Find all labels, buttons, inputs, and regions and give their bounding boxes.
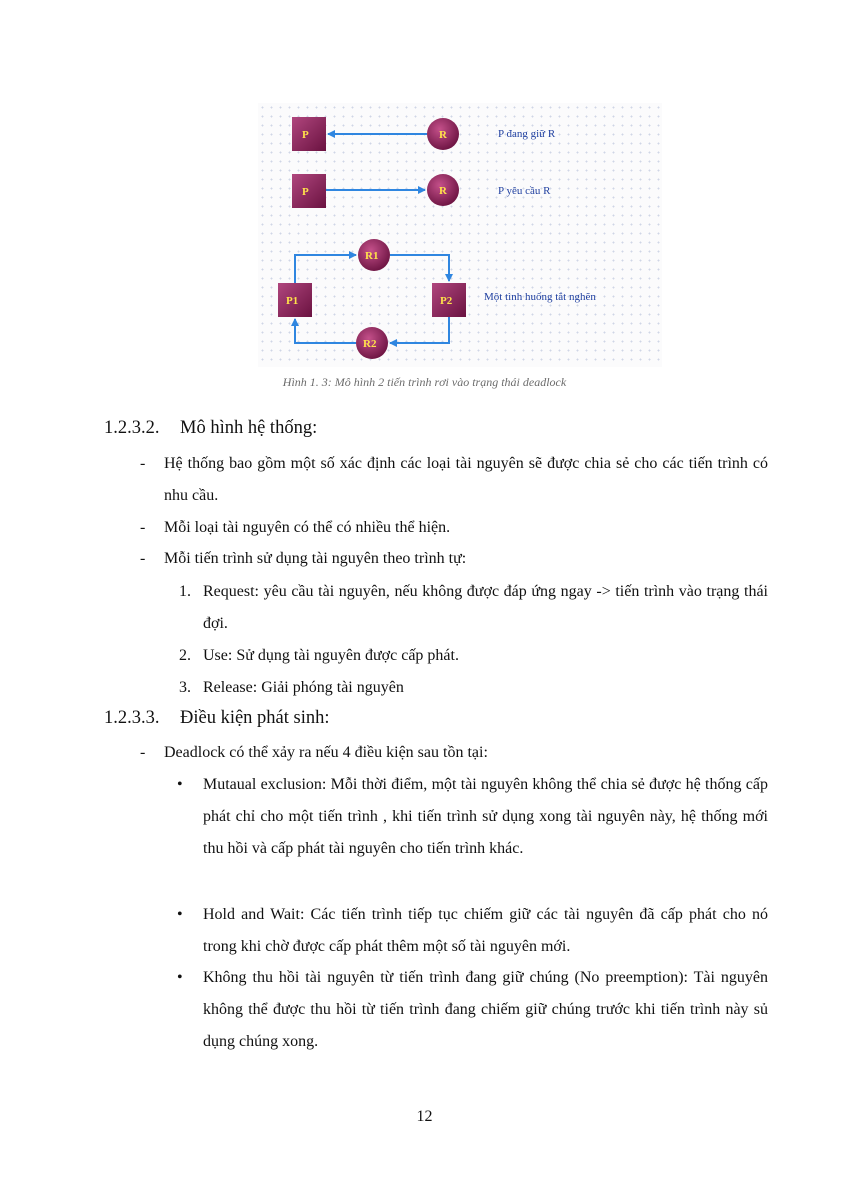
section-number: 1.2.3.2.	[104, 418, 160, 438]
step-number: 1.	[179, 583, 191, 600]
requesting-label: P yêu cầu R	[498, 185, 551, 197]
condition-item: Mutaual exclusion: Mỗi thời điểm, một tài nguyên không thể chia sẻ được hệ thống cấp phát chỉ cho một tiến trình , khi tiến trình sử dụng xong tài nguyên này, hệ thống mới thu hồi và cấp phát tài nguyên cho tiến trình khác.	[203, 776, 768, 857]
bullet-marker: •	[177, 969, 183, 986]
p1-request-r1-arrow	[295, 255, 356, 283]
section-title: Mô hình hệ thống:	[180, 418, 318, 438]
process-label: P	[302, 129, 309, 141]
section-title: Điều kiện phát sinh:	[180, 708, 330, 728]
step-item: Release: Giải phóng tài nguyên	[203, 679, 404, 696]
p2-label: P2	[440, 295, 453, 307]
dash-marker: -	[140, 744, 146, 761]
r1-held-by-p2-arrow	[390, 255, 449, 281]
process-label: P	[302, 186, 309, 198]
r2-label: R2	[363, 338, 377, 350]
figure-diagram	[258, 103, 662, 367]
p1-label: P1	[286, 295, 299, 307]
section-heading-conditions	[104, 708, 330, 729]
list-item: Mỗi tiến trình sử dụng tài nguyên theo trình tự:	[164, 550, 467, 567]
condition-item: Hold and Wait: Các tiến trình tiếp tục chiếm giữ các tài nguyên đã cấp phát cho nó trong khi chờ được cấp phát thêm một số tài nguyên mới.	[203, 906, 768, 955]
step-number: 3.	[179, 679, 191, 696]
p2-request-r2-arrow	[390, 317, 449, 343]
holding-label: P đang giữ R	[498, 128, 556, 140]
page-number: 12	[416, 1108, 433, 1125]
process-node	[292, 174, 326, 208]
deadlock-figure	[258, 103, 662, 367]
list-item: Hệ thống bao gồm một số xác định các loại tài nguyên sẽ được chia sẻ cho các tiến trình có nhu cầu.	[164, 455, 768, 504]
resource-label: R	[439, 129, 447, 141]
list-item: Deadlock có thể xảy ra nếu 4 điều kiện sau tồn tại:	[164, 744, 488, 761]
r2-held-by-p1-arrow	[295, 319, 356, 343]
deadlock-label: Một tình huống tắt nghẽn	[484, 291, 596, 303]
figure-caption: Hình 1. 3: Mô hình 2 tiến trình rơi vào trạng thái deadlock	[282, 375, 567, 389]
dash-marker: -	[140, 550, 146, 567]
bullet-marker: •	[177, 906, 183, 923]
section-number: 1.2.3.3.	[104, 708, 160, 728]
condition-item: Không thu hồi tài nguyên từ tiến trình đang giữ chúng (No preemption): Tài nguyên không thể được thu hồi từ tiến trình đang chiếm giữ chúng trước khi tiến trình này sủ dụng chúng xong.	[203, 969, 768, 1050]
step-number: 2.	[179, 647, 191, 664]
process-node	[292, 117, 326, 151]
r1-label: R1	[365, 250, 379, 262]
bullet-marker: •	[177, 776, 183, 793]
dash-marker: -	[140, 455, 146, 472]
dash-marker: -	[140, 519, 146, 536]
step-item: Request: yêu cầu tài nguyên, nếu không được đáp ứng ngay -> tiến trình vào trạng thái đợi.	[203, 583, 768, 632]
section-heading-system-model	[104, 418, 317, 439]
resource-label: R	[439, 185, 447, 197]
list-item: Mỗi loại tài nguyên có thể có nhiều thể hiện.	[164, 519, 451, 536]
step-item: Use: Sử dụng tài nguyên được cấp phát.	[203, 647, 459, 664]
